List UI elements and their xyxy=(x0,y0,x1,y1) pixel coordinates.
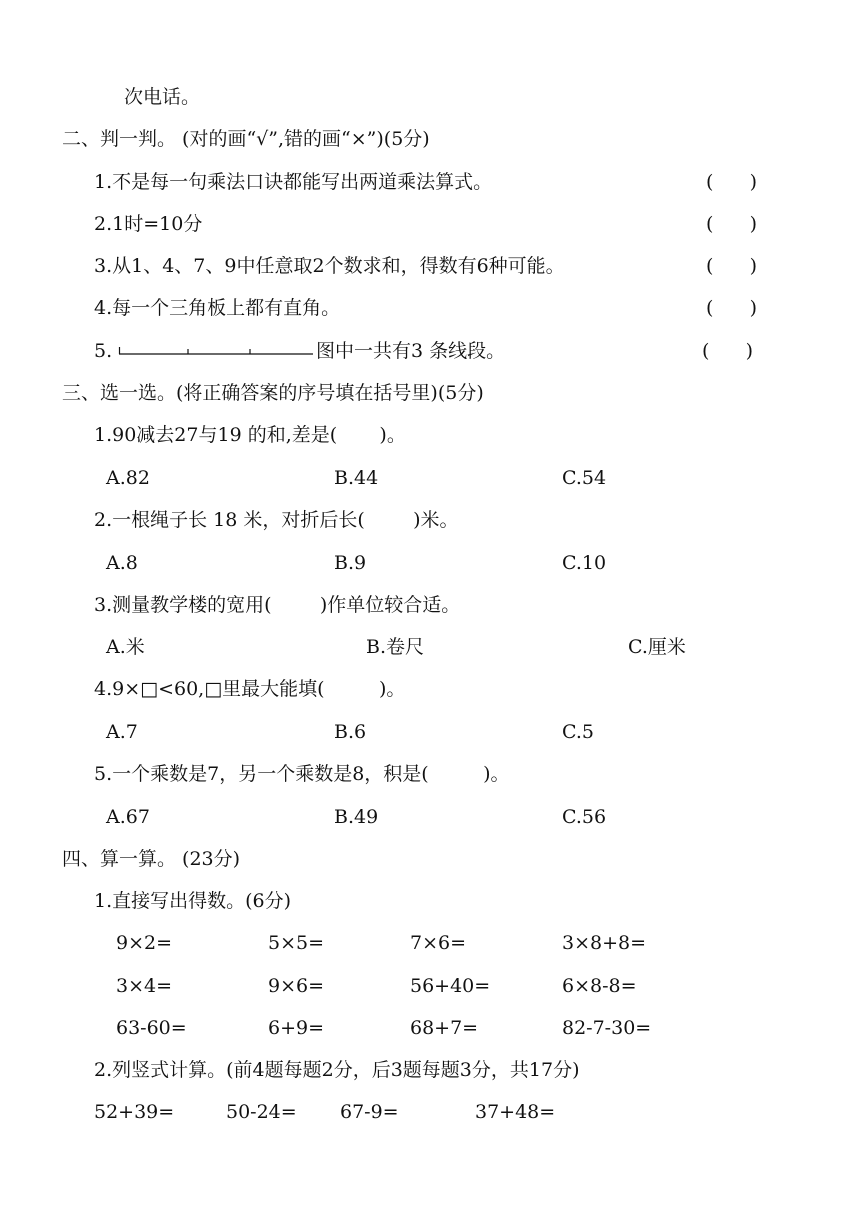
part-1-title: 1.直接写出得数。(6分) xyxy=(94,890,292,912)
line-segment-figure xyxy=(118,342,314,356)
judge-item-3: 3.从1、4、7、9中任意取2个数求和，得数有6种可能。 xyxy=(94,255,565,277)
choice-option-b[interactable]: B.卷尺 xyxy=(366,636,425,658)
choice-option-b[interactable]: B.6 xyxy=(334,721,367,743)
choice-option-b[interactable]: B.44 xyxy=(334,467,379,489)
vertical-calc-item: 37+48= xyxy=(475,1101,556,1123)
section-3-heading: 三、选一选。(将正确答案的序号填在括号里)(5分) xyxy=(62,382,484,404)
judge-answer-2[interactable]: ( ) xyxy=(706,213,758,235)
choice-question-4: 4.9×□<60,□里最大能填( )。 xyxy=(94,678,406,700)
choice-question-5: 5.一个乘数是7，另一个乘数是8，积是( )。 xyxy=(94,763,510,785)
calc-item: 3×8+8= xyxy=(562,932,647,954)
continuation-text: 次电话。 xyxy=(124,86,201,108)
calc-item: 9×2= xyxy=(116,932,173,954)
vertical-calc-item: 50-24= xyxy=(226,1101,297,1123)
choice-option-c[interactable]: C.56 xyxy=(562,806,607,828)
choice-option-a[interactable]: A.82 xyxy=(106,467,150,489)
choice-question-2: 2.一根绳子长 18 米，对折后长( )米。 xyxy=(94,509,459,531)
calc-item: 7×6= xyxy=(410,932,467,954)
calc-item: 3×4= xyxy=(116,975,173,997)
calc-item: 63-60= xyxy=(116,1017,187,1039)
judge-answer-1[interactable]: ( ) xyxy=(706,171,758,193)
section-2-heading: 二、判一判。 (对的画“√”,错的画“×”)(5分) xyxy=(62,128,430,150)
calc-item: 9×6= xyxy=(268,975,325,997)
judge-item-5: 图中一共有3 条线段。 xyxy=(316,340,506,362)
choice-question-3: 3.测量教学楼的宽用( )作单位较合适。 xyxy=(94,594,461,616)
choice-option-b[interactable]: B.49 xyxy=(334,806,379,828)
calc-item: 56+40= xyxy=(410,975,491,997)
choice-option-b[interactable]: B.9 xyxy=(334,552,367,574)
judge-answer-3[interactable]: ( ) xyxy=(706,255,758,277)
choice-option-a[interactable]: A.67 xyxy=(106,806,150,828)
judge-item-4: 4.每一个三角板上都有直角。 xyxy=(94,297,341,319)
choice-question-1: 1.90减去27与19 的和,差是( )。 xyxy=(94,424,406,446)
choice-option-c[interactable]: C.54 xyxy=(562,467,607,489)
vertical-calc-item: 67-9= xyxy=(340,1101,399,1123)
judge-answer-5[interactable]: ( ) xyxy=(702,340,754,362)
calc-item: 68+7= xyxy=(410,1017,479,1039)
judge-item-1: 1.不是每一句乘法口诀都能写出两道乘法算式。 xyxy=(94,171,493,193)
choice-option-a[interactable]: A.7 xyxy=(106,721,138,743)
choice-option-c[interactable]: C.厘米 xyxy=(628,636,686,658)
section-4-heading: 四、算一算。 (23分) xyxy=(62,848,241,870)
vertical-calc-item: 52+39= xyxy=(94,1101,175,1123)
choice-option-c[interactable]: C.10 xyxy=(562,552,607,574)
judge-item-2: 2.1时=10分 xyxy=(94,213,203,235)
calc-item: 6×8-8= xyxy=(562,975,637,997)
calc-item: 5×5= xyxy=(268,932,325,954)
calc-item: 6+9= xyxy=(268,1017,325,1039)
choice-option-c[interactable]: C.5 xyxy=(562,721,594,743)
judge-item-5-number: 5. xyxy=(94,340,113,362)
part-2-title: 2.列竖式计算。(前4题每题2分，后3题每题3分，共17分) xyxy=(94,1059,580,1081)
judge-answer-4[interactable]: ( ) xyxy=(706,297,758,319)
choice-option-a[interactable]: A.米 xyxy=(106,636,145,658)
choice-option-a[interactable]: A.8 xyxy=(106,552,138,574)
calc-item: 82-7-30= xyxy=(562,1017,652,1039)
